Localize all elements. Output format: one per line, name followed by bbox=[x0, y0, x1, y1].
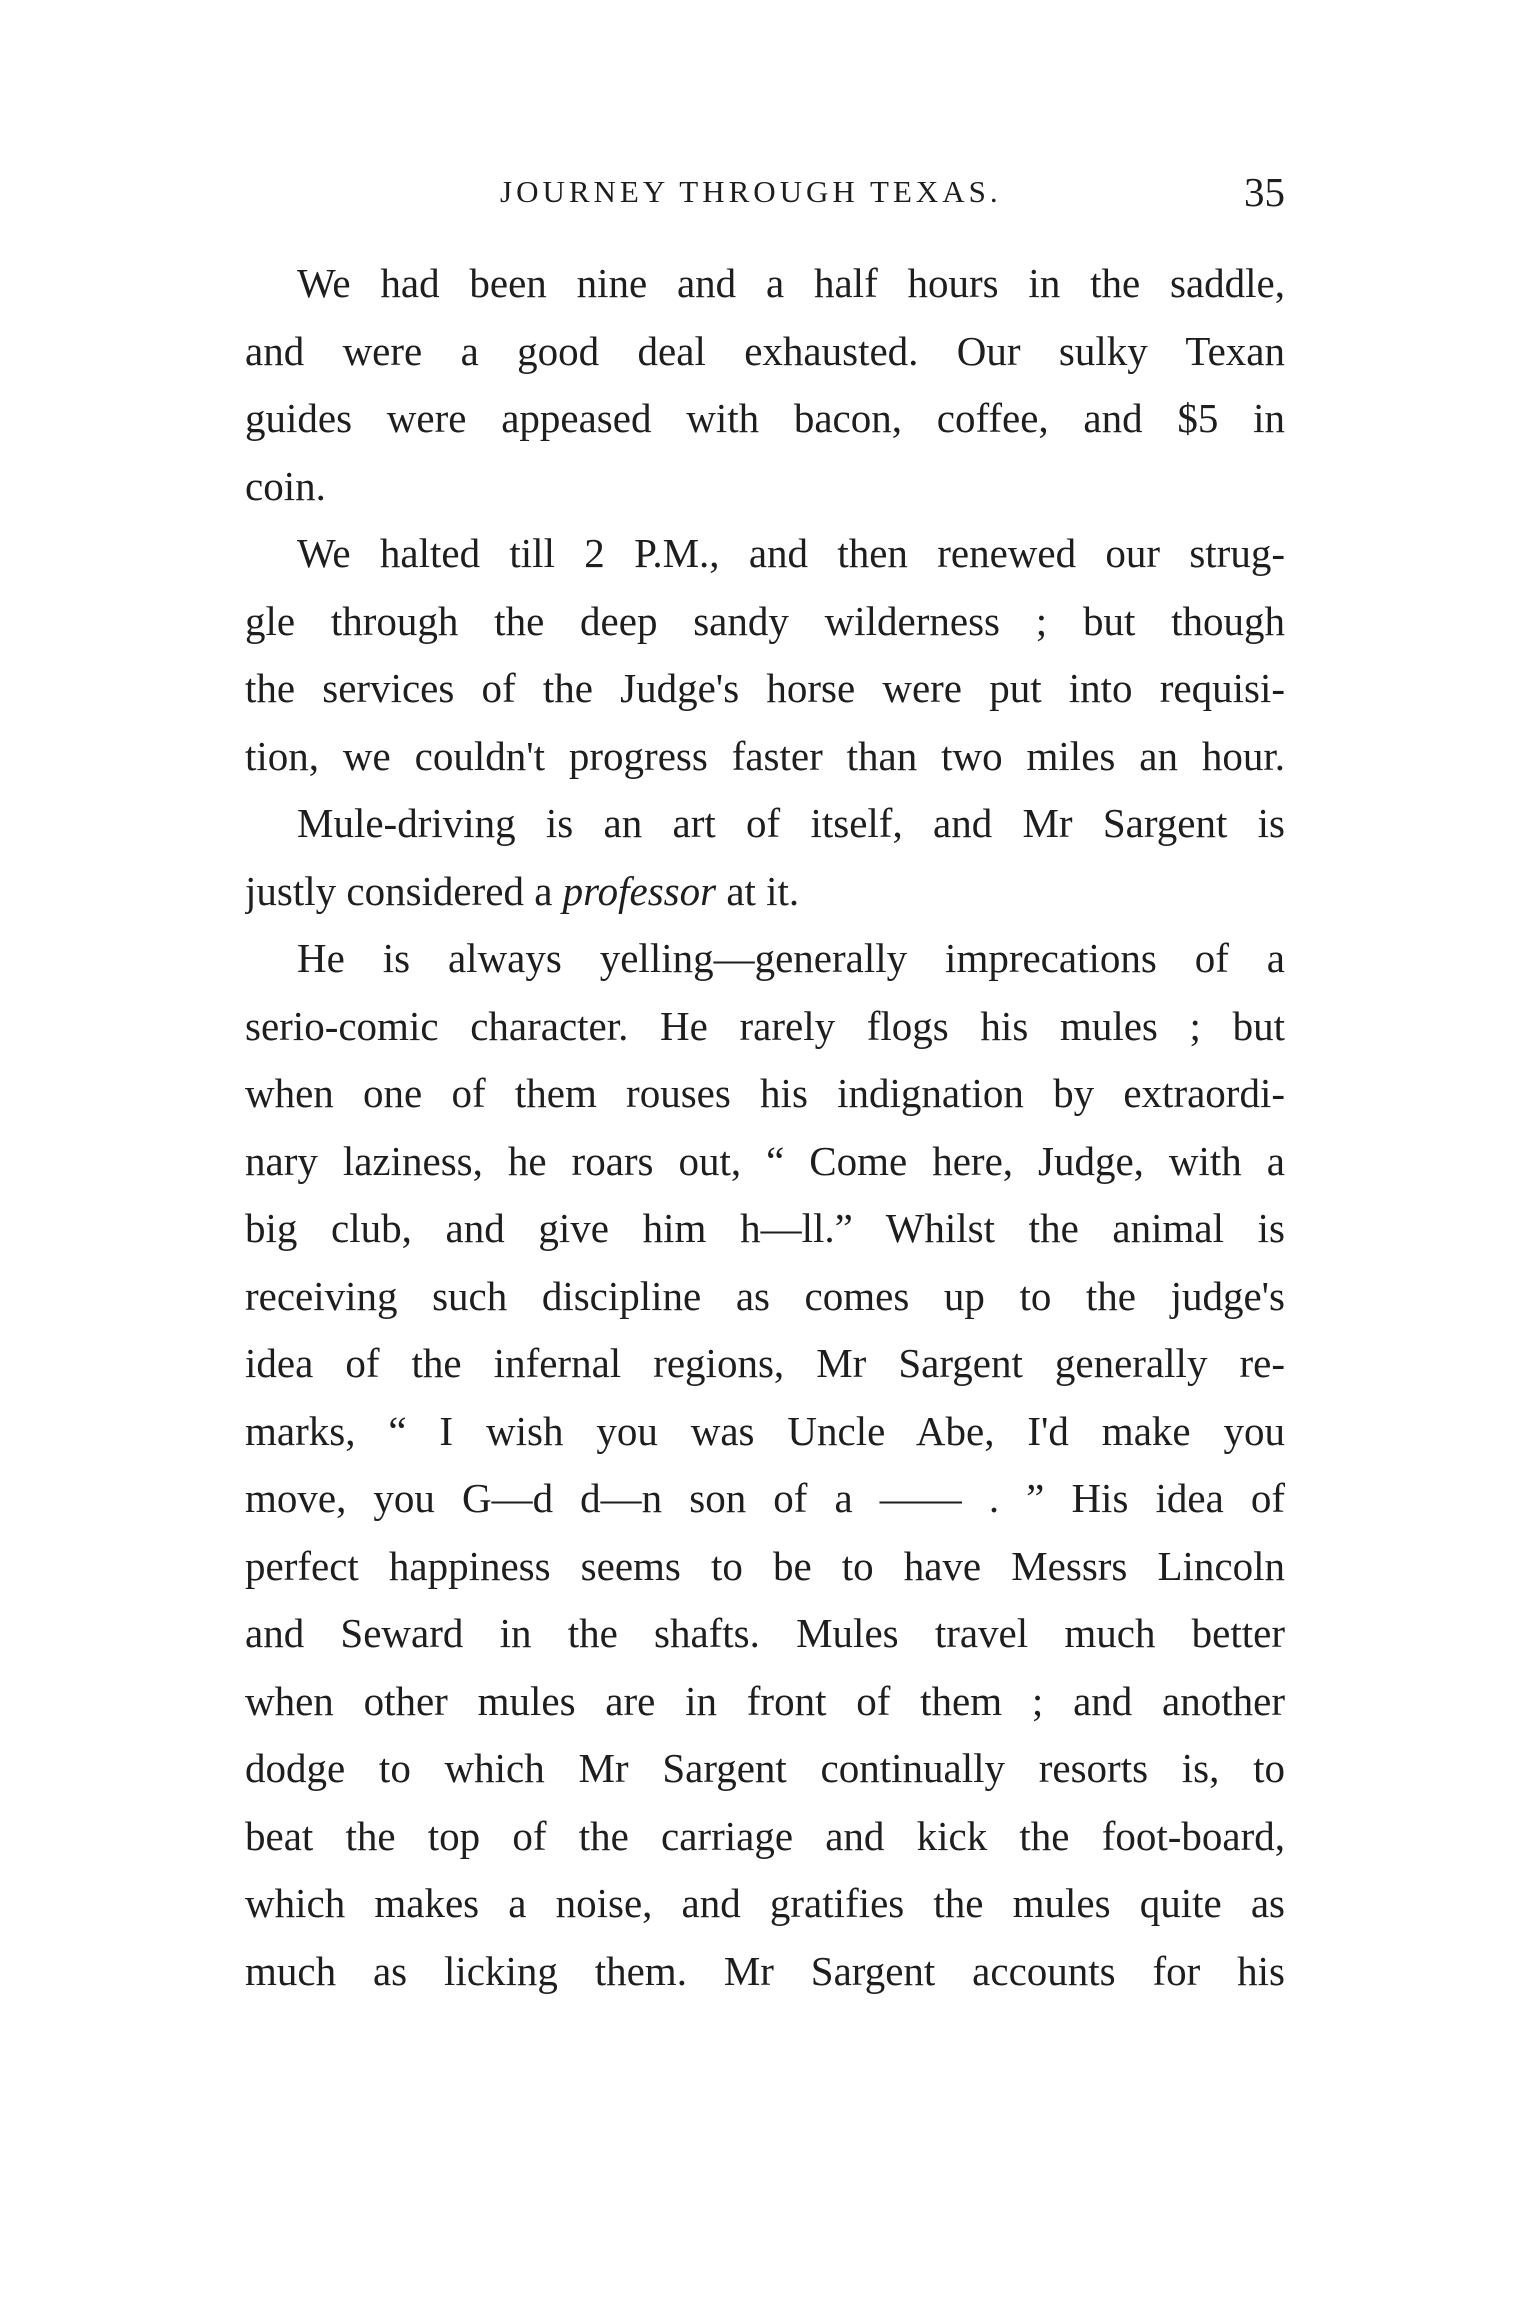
text-line: when one of them rouses his indignation by extraordi- bbox=[245, 1070, 1285, 1116]
text-line: move, you G—d d—n son of a —— . ” His idea of bbox=[245, 1475, 1285, 1521]
text-line: big club, and give him h—ll.” Whilst the animal is bbox=[245, 1205, 1285, 1251]
text-line: gle through the deep sandy wilderness ; but though bbox=[245, 597, 1285, 644]
text-line: much as licking them. Mr Sargent accounts for his bbox=[245, 1947, 1285, 1994]
text-line: idea of the infernal regions, Mr Sargent generally re- bbox=[245, 1340, 1285, 1386]
italic-word: professor bbox=[562, 867, 717, 914]
text-line: He is always yelling—generally imprecations of a bbox=[297, 935, 1285, 981]
text-line: Mule-driving is an art of itself, and Mr Sargent is bbox=[297, 800, 1285, 846]
text-line: perfect happiness seems to be to have Messrs Lincoln bbox=[245, 1542, 1285, 1589]
text-line: justly considered a professor at it. bbox=[245, 867, 800, 914]
text-line: when other mules are in front of them ; and another bbox=[245, 1677, 1285, 1724]
page-number: 35 bbox=[1244, 169, 1285, 215]
text-line: which makes a noise, and gratifies the mules quite as bbox=[245, 1880, 1285, 1926]
text-line: coin. bbox=[245, 462, 326, 509]
text-line: We had been nine and a half hours in the saddle, bbox=[297, 260, 1285, 306]
text-line: nary laziness, he roars out, “ Come here, Judge, with a bbox=[245, 1137, 1285, 1184]
text-line: guides were appeased with bacon, coffee, and $5 in bbox=[245, 395, 1285, 441]
text-line: and Seward in the shafts. Mules travel much better bbox=[245, 1610, 1285, 1656]
text-line: dodge to which Mr Sargent continually resorts is, to bbox=[245, 1745, 1285, 1791]
running-head bbox=[245, 162, 1285, 222]
text-line: beat the top of the carriage and kick the foot-board, bbox=[245, 1812, 1285, 1859]
text-line: tion, we couldn't progress faster than two miles an hour. bbox=[245, 732, 1285, 779]
text-line: serio-comic character. He rarely flogs his mules ; but bbox=[245, 1002, 1285, 1049]
text-line: and were a good deal exhausted. Our sulky Texan bbox=[245, 327, 1285, 374]
body-text bbox=[245, 250, 1285, 2005]
text-line: marks, “ I wish you was Uncle Abe, I'd make you bbox=[245, 1407, 1285, 1454]
running-title: JOURNEY THROUGH TEXAS. bbox=[500, 174, 1002, 209]
text-line: the services of the Judge's horse were put into requisi- bbox=[245, 665, 1285, 711]
text-line: receiving such discipline as comes up to the judge's bbox=[245, 1272, 1285, 1319]
text-line: We halted till 2 P.M., and then renewed our strug- bbox=[297, 530, 1285, 576]
